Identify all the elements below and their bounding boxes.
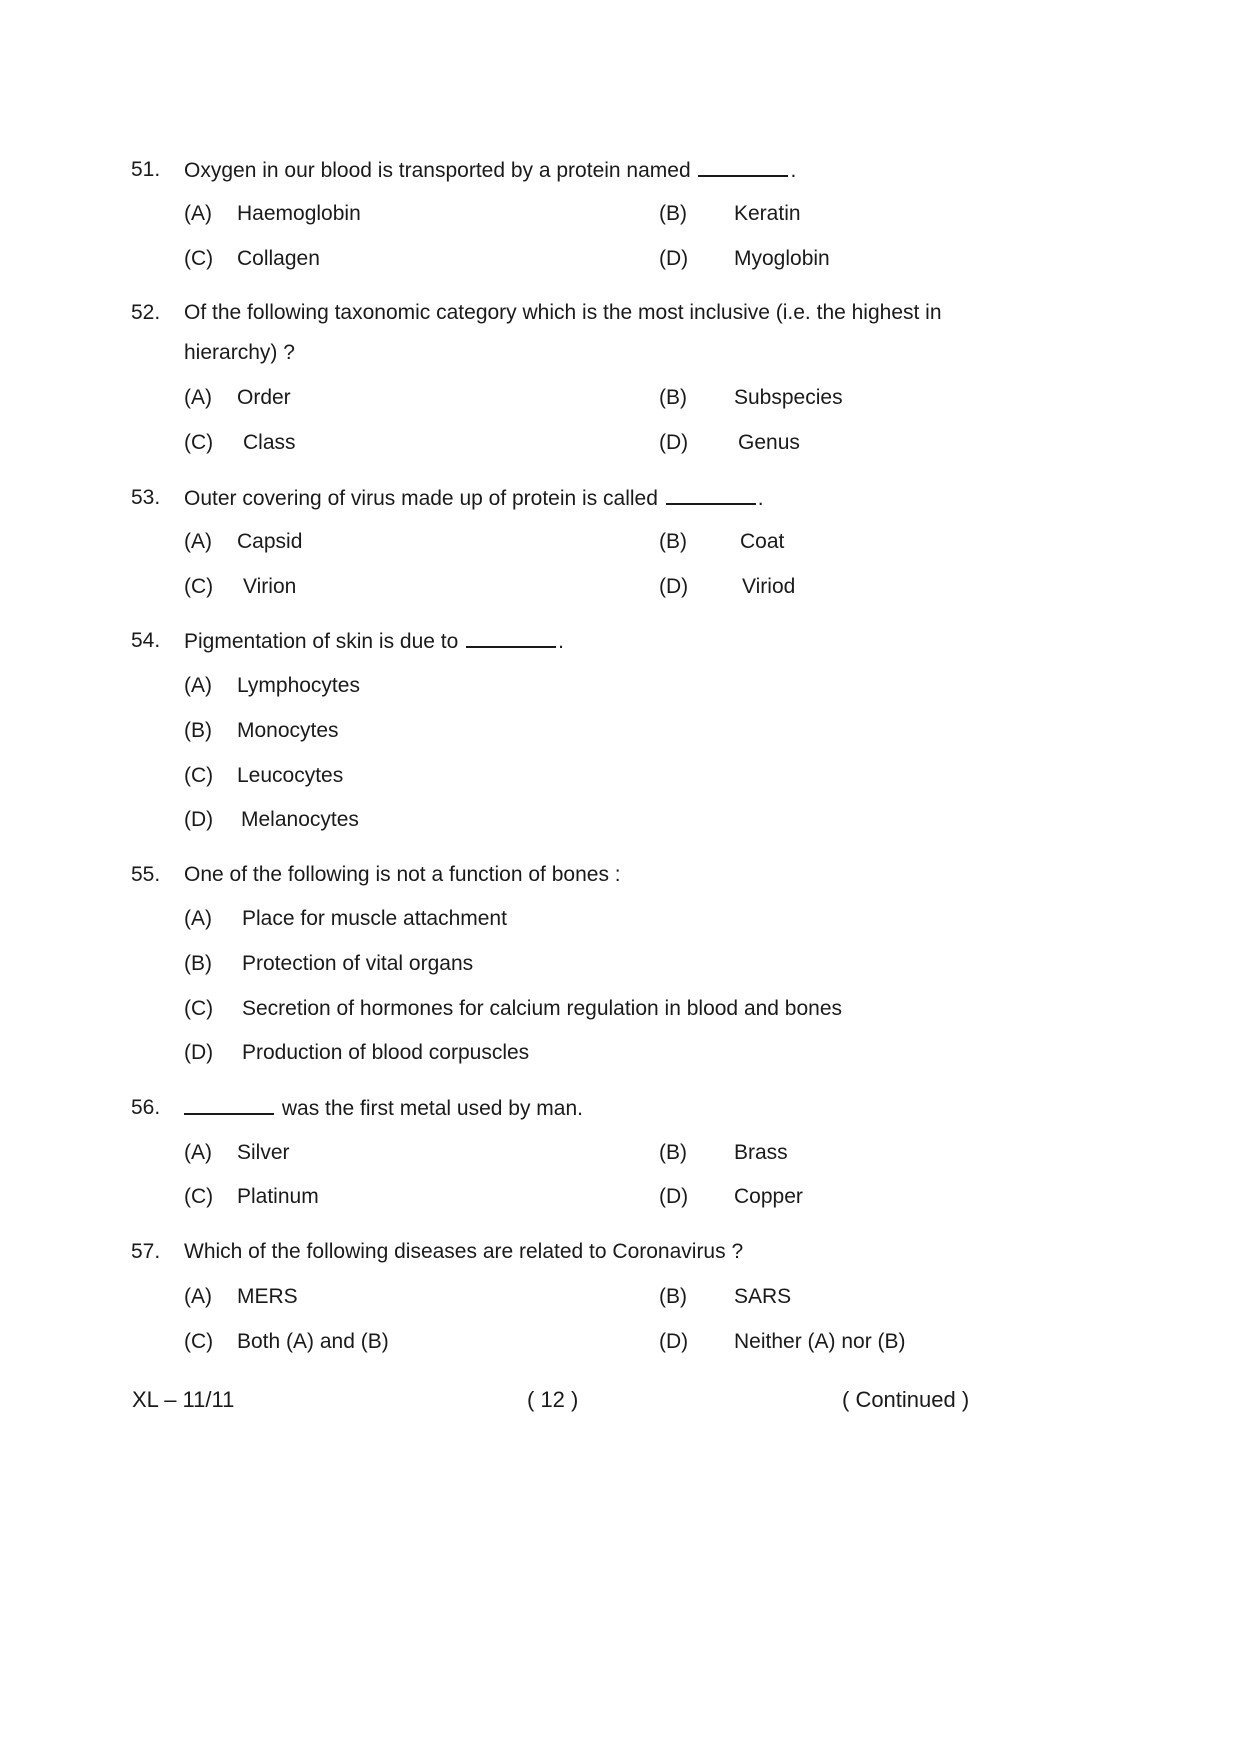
question-number: 56.	[131, 1096, 161, 1119]
option-label: (C)	[184, 575, 214, 598]
option-label: (C)	[184, 247, 214, 270]
question-number: 54.	[131, 629, 161, 652]
option-text: Protection of vital organs	[242, 952, 474, 975]
option-text: Copper	[734, 1185, 803, 1208]
option-text: SARS	[734, 1285, 792, 1308]
option-text: Melanocytes	[241, 808, 359, 831]
question-text: was the first metal used by man.	[184, 1095, 583, 1122]
option-text: Haemoglobin	[237, 202, 361, 225]
option-label: (B)	[659, 1141, 687, 1164]
option-text: Production of blood corpuscles	[242, 1041, 530, 1064]
option-text: Monocytes	[237, 719, 339, 742]
option-text: Coat	[740, 530, 785, 553]
continued-label: ( Continued )	[842, 1387, 970, 1412]
option-text: Viriod	[742, 575, 796, 598]
option-text: Order	[237, 386, 291, 409]
option-label: (C)	[184, 1330, 214, 1353]
option-text: Brass	[734, 1141, 788, 1164]
option-label: (A)	[184, 1141, 212, 1164]
option-text: Genus	[738, 431, 800, 454]
option-label: (D)	[659, 1330, 689, 1353]
paper-code: XL – 11/11	[132, 1387, 235, 1412]
option-text: Secretion of hormones for calcium regulation in blood and bones	[242, 997, 843, 1020]
option-label: (A)	[184, 674, 212, 697]
question-text: Which of the following diseases are related to Coronavirus ?	[184, 1240, 744, 1263]
option-label: (C)	[184, 1185, 214, 1208]
option-label: (C)	[184, 431, 214, 454]
question-text: Outer covering of virus made up of protein is called .	[184, 487, 764, 510]
option-label: (B)	[659, 202, 687, 225]
question-text: Oxygen in our blood is transported by a protein named .	[184, 159, 797, 182]
option-label: (A)	[184, 1285, 212, 1308]
option-text: MERS	[237, 1285, 298, 1308]
option-text: Class	[243, 431, 296, 454]
option-text: Keratin	[734, 202, 801, 225]
option-text: Myoglobin	[734, 247, 830, 270]
option-text: Both (A) and (B)	[237, 1330, 389, 1353]
option-text: Neither (A) nor (B)	[734, 1330, 906, 1353]
question-number: 55.	[131, 863, 161, 886]
option-text: Lymphocytes	[237, 674, 360, 697]
answer-blank	[184, 1095, 274, 1115]
option-label: (C)	[184, 764, 214, 787]
option-label: (D)	[184, 1041, 214, 1064]
option-label: (D)	[659, 431, 689, 454]
option-text: Place for muscle attachment	[242, 907, 507, 930]
option-label: (D)	[659, 247, 689, 270]
option-label: (D)	[184, 808, 214, 831]
option-label: (A)	[184, 907, 212, 930]
option-label: (B)	[659, 386, 687, 409]
option-label: (B)	[184, 719, 212, 742]
option-text: Subspecies	[734, 386, 843, 409]
answer-blank	[698, 157, 788, 177]
question-text-line-2: hierarchy) ?	[184, 341, 295, 364]
option-text: Silver	[237, 1141, 290, 1164]
option-label: (C)	[184, 997, 214, 1020]
option-label: (D)	[659, 1185, 689, 1208]
question-text: One of the following is not a function of bones :	[184, 863, 621, 886]
answer-blank	[466, 628, 556, 648]
option-label: (D)	[659, 575, 689, 598]
answer-blank	[666, 485, 756, 505]
question-number: 53.	[131, 486, 161, 509]
question-number: 57.	[131, 1240, 161, 1263]
question-text: Pigmentation of skin is due to .	[184, 630, 565, 653]
option-text: Virion	[243, 575, 297, 598]
option-text: Platinum	[237, 1185, 319, 1208]
option-label: (B)	[659, 1285, 687, 1308]
page-number: ( 12 )	[527, 1387, 579, 1412]
option-label: (A)	[184, 202, 212, 225]
option-label: (A)	[184, 530, 212, 553]
question-number: 52.	[131, 301, 161, 324]
option-text: Leucocytes	[237, 764, 344, 787]
question-text-line-1: Of the following taxonomic category which is the most inclusive (i.e. the highest in	[184, 301, 942, 324]
option-text: Capsid	[237, 530, 303, 553]
option-text: Collagen	[237, 247, 320, 270]
option-label: (B)	[184, 952, 212, 975]
question-number: 51.	[131, 158, 161, 181]
option-label: (B)	[659, 530, 687, 553]
option-label: (A)	[184, 386, 212, 409]
